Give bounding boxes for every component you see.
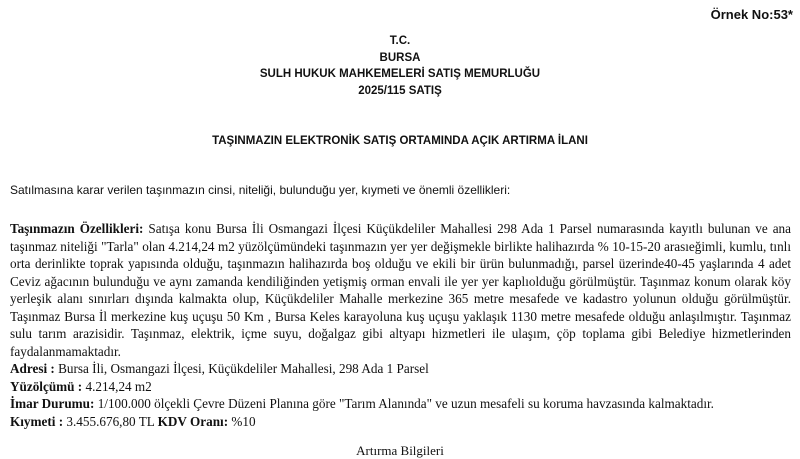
value-label: Kıymeti : [10, 413, 64, 429]
form-number: Örnek No:53* [710, 7, 793, 22]
area-label: Yüzölçümü : [10, 378, 83, 394]
value-row [10, 413, 791, 431]
notice-title: TAŞINMAZIN ELEKTRONİK SATIŞ ORTAMINDA AÇIK ARTIRMA İLANI [212, 135, 588, 147]
area-row [10, 378, 791, 396]
header-line-tc: T.C. [389, 35, 411, 47]
auction-info-heading: Artırma Bilgileri [356, 443, 444, 458]
vat-label: KDV Oranı: [157, 413, 229, 429]
vat-value: %10 [228, 413, 256, 429]
header-line-case-number: 2025/115 SATIŞ [358, 84, 442, 97]
zoning-label: İmar Durumu: [10, 396, 95, 411]
property-details [10, 220, 791, 430]
address-value: Bursa İli, Osmangazi İlçesi, Küçükdeliler Mahallesi, 298 Ada 1 Parsel [54, 361, 429, 376]
document-header [0, 33, 800, 99]
header-line-city: BURSA [379, 51, 421, 64]
features-text: Satışa konu Bursa İli Osmangazi İlçesi Küçükdeliler Mahallesi 298 Ada 1 Parsel numarasında kayıtlı bulunan ve ana taşınmaz niteliği "Tarla" olan 4.214,24 m2 yüzölçümündeki taşınmazın yer yer değişmekle birlikte halihazırda % 10-15-20 arasıeğimli, kumlu, tınlı orta derinlikte toprak yapısında olduğu, taşınmazın halihazırda boş olduğu ve ekili bir ürün bulunmadığı, parsel üzerinde40-45 yaşlarında 4 adet Ceviz ağacının bulunduğu ve aynı zamanda kendiliğinden yetişmiş orman envali ile yer yer kaplıolduğu görülmüştür. Taşınmaz konum olarak köy yerleşik alanı sınırları dışında kalmakta olup, Küçükdeliler Mahalle merkezine 365 metre mesafede ve kadastro yolunun olduğu görülmüştür. Taşınmaz Bursa İl merkezine kuş uçuşu 50 Km , Bursa Keles karayoluna kuş uçuşu yaklaşık 1130 metre mesafede olduğu anlaşılmıştır. Taşınmaz sulu tarım arazisidir. Taşınmaz, elektrik, içme suyu, doğalgaz gibi altyapı hizmetleri ile ulaşım, çöp toplama gibi Belediye hizmetlerinden faydalanmamaktadır. [10, 221, 791, 359]
header-line-office: SULH HUKUK MAHKEMELERİ SATIŞ MEMURLUĞU [259, 68, 541, 80]
zoning-value: 1/100.000 ölçekli Çevre Düzeni Planına göre "Tarım Alanında" ve uzun mesafeli su koruma havzasında kalmaktadır. [94, 396, 714, 411]
intro-text: Satılmasına karar verilen taşınmazın cinsi, niteliği, bulunduğu yer, kıymeti ve önemli özellikleri: [10, 183, 511, 197]
address-row [10, 360, 791, 378]
features-label: Taşınmazın Özellikleri: [10, 221, 144, 236]
address-label: Adresi : [10, 361, 55, 376]
zoning-row [10, 395, 791, 413]
features-paragraph [10, 220, 791, 360]
value-amount: 3.455.676,80 TL [63, 413, 158, 429]
area-value: 4.214,24 m2 [82, 378, 152, 394]
